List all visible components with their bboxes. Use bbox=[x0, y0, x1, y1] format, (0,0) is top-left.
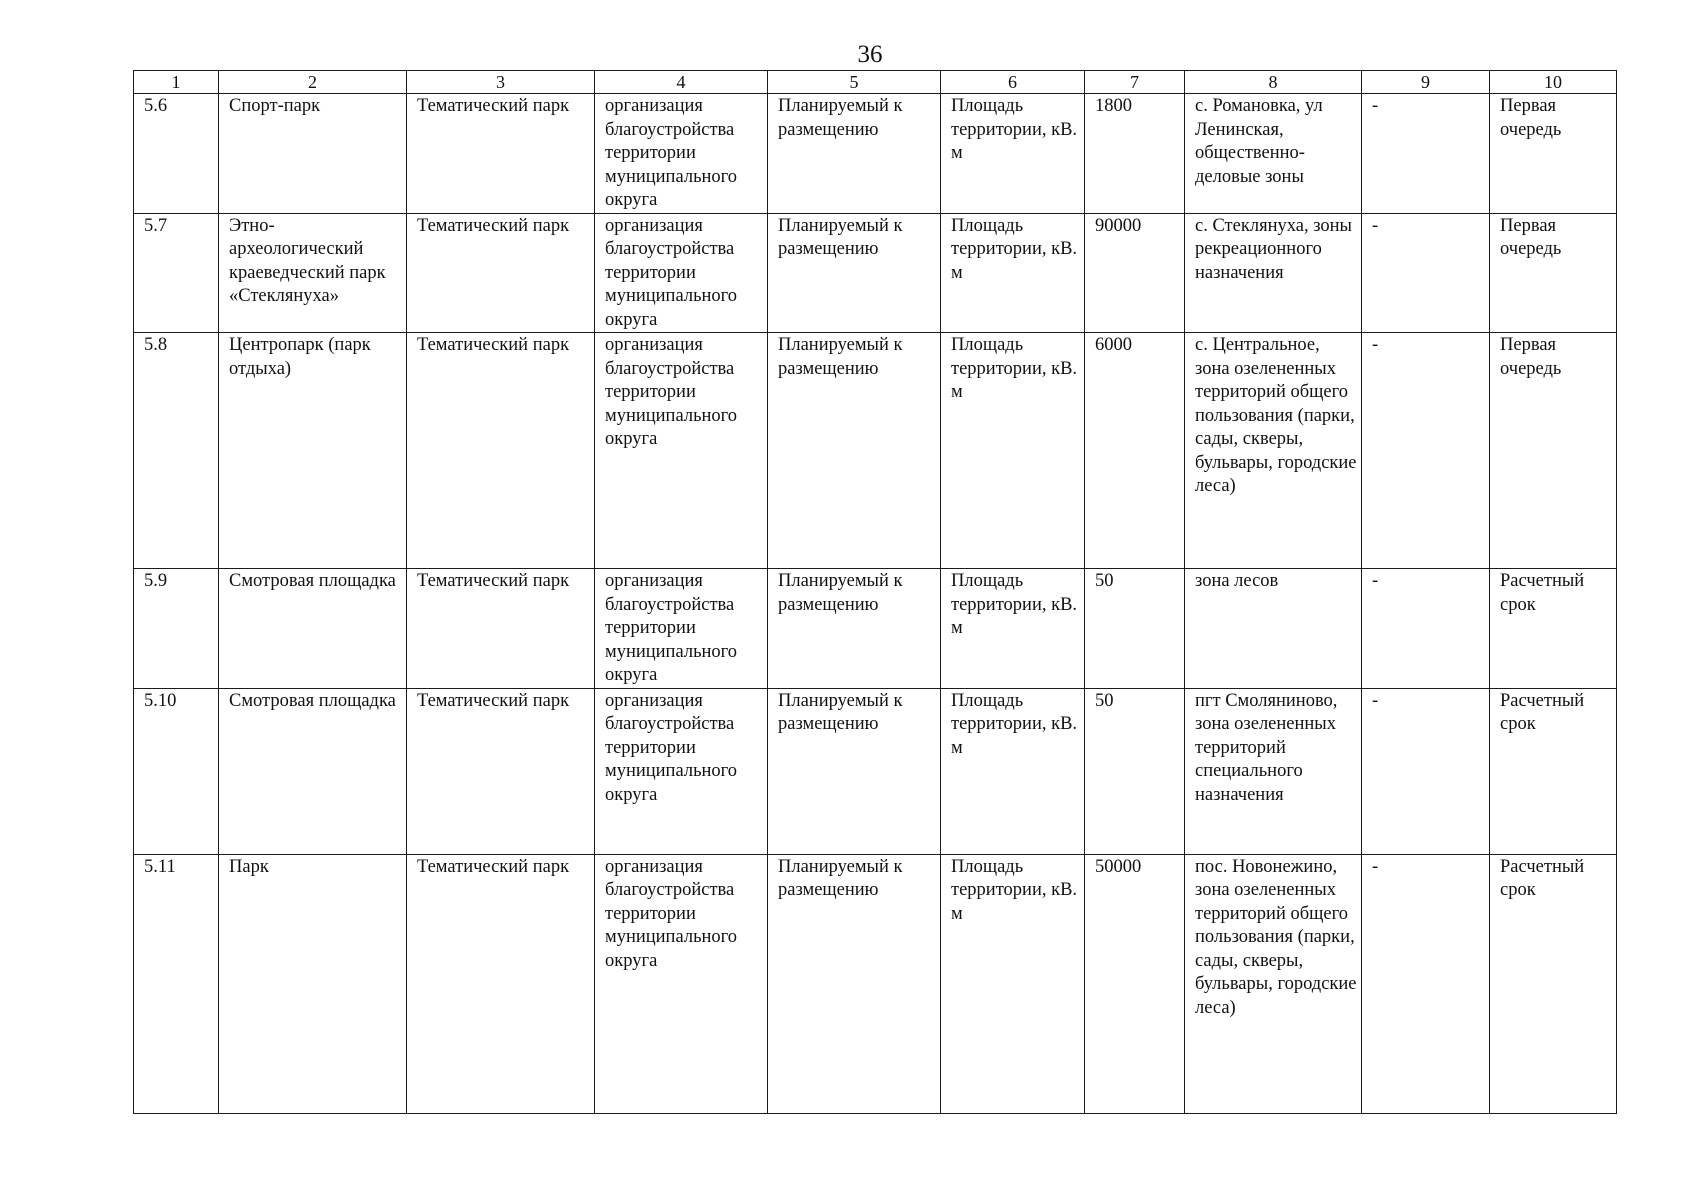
cell-col9: - bbox=[1362, 94, 1490, 214]
column-number: 7 bbox=[1085, 71, 1185, 94]
cell-type: Тематический парк bbox=[407, 333, 595, 569]
cell-name: Спорт-парк bbox=[219, 94, 407, 214]
cell-type: Тематический парк bbox=[407, 94, 595, 214]
column-number: 1 bbox=[134, 71, 219, 94]
cell-value: 1800 bbox=[1085, 94, 1185, 214]
column-number: 5 bbox=[768, 71, 941, 94]
column-number: 4 bbox=[595, 71, 768, 94]
cell-purpose: организация благоустройства территории муниципального округа bbox=[595, 569, 768, 689]
column-number: 3 bbox=[407, 71, 595, 94]
cell-value: 50 bbox=[1085, 569, 1185, 689]
cell-number: 5.10 bbox=[134, 688, 219, 854]
cell-term: Расчетный срок bbox=[1490, 688, 1617, 854]
cell-value: 50 bbox=[1085, 688, 1185, 854]
cell-col9: - bbox=[1362, 333, 1490, 569]
cell-term: Расчетный срок bbox=[1490, 854, 1617, 1113]
column-number: 8 bbox=[1185, 71, 1362, 94]
table-row bbox=[134, 94, 1617, 214]
cell-location: пос. Новонежино, зона озелененных территорий общего пользования (парки, сады, скверы, бульвары, городские леса) bbox=[1185, 854, 1362, 1113]
cell-name: Центропарк (парк отдыха) bbox=[219, 333, 407, 569]
cell-number: 5.11 bbox=[134, 854, 219, 1113]
cell-purpose: организация благоустройства территории муниципального округа bbox=[595, 213, 768, 333]
cell-term: Первая очередь bbox=[1490, 94, 1617, 214]
cell-location: с. Романовка, ул Ленинская, общественно-деловые зоны bbox=[1185, 94, 1362, 214]
column-number: 9 bbox=[1362, 71, 1490, 94]
cell-purpose: организация благоустройства территории муниципального округа bbox=[595, 854, 768, 1113]
planning-table bbox=[133, 70, 1617, 1114]
cell-parameter: Площадь территории, кВ. м bbox=[941, 94, 1085, 214]
table-row bbox=[134, 213, 1617, 333]
cell-parameter: Площадь территории, кВ. м bbox=[941, 688, 1085, 854]
cell-location: с. Центральное, зона озелененных территорий общего пользования (парки, сады, скверы, бульвары, городские леса) bbox=[1185, 333, 1362, 569]
cell-purpose: организация благоустройства территории муниципального округа bbox=[595, 94, 768, 214]
cell-value: 90000 bbox=[1085, 213, 1185, 333]
table-row bbox=[134, 333, 1617, 569]
cell-purpose: организация благоустройства территории муниципального округа bbox=[595, 333, 768, 569]
table-row bbox=[134, 569, 1617, 689]
table-row bbox=[134, 688, 1617, 854]
cell-status: Планируемый к размещению bbox=[768, 213, 941, 333]
cell-number: 5.9 bbox=[134, 569, 219, 689]
cell-col9: - bbox=[1362, 854, 1490, 1113]
cell-name: Этно-археологический краеведческий парк «Стеклянуха» bbox=[219, 213, 407, 333]
cell-status: Планируемый к размещению bbox=[768, 333, 941, 569]
column-number: 10 bbox=[1490, 71, 1617, 94]
cell-location: пгт Смолянинoво, зона озелененных территорий специального назначения bbox=[1185, 688, 1362, 854]
cell-term: Первая очередь bbox=[1490, 333, 1617, 569]
table-row bbox=[134, 854, 1617, 1113]
cell-term: Первая очередь bbox=[1490, 213, 1617, 333]
cell-type: Тематический парк bbox=[407, 569, 595, 689]
cell-location: зона лесов bbox=[1185, 569, 1362, 689]
cell-parameter: Площадь территории, кВ. м bbox=[941, 569, 1085, 689]
cell-type: Тематический парк bbox=[407, 688, 595, 854]
cell-status: Планируемый к размещению bbox=[768, 854, 941, 1113]
column-number: 6 bbox=[941, 71, 1085, 94]
column-number: 2 bbox=[219, 71, 407, 94]
cell-parameter: Площадь территории, кВ. м bbox=[941, 854, 1085, 1113]
cell-location: с. Стеклянуха, зоны рекреационного назначения bbox=[1185, 213, 1362, 333]
cell-name: Смотровая площадка bbox=[219, 569, 407, 689]
page-number: 36 bbox=[857, 41, 883, 68]
cell-number: 5.8 bbox=[134, 333, 219, 569]
cell-status: Планируемый к размещению bbox=[768, 688, 941, 854]
cell-name: Смотровая площадка bbox=[219, 688, 407, 854]
cell-parameter: Площадь территории, кВ. м bbox=[941, 333, 1085, 569]
cell-parameter: Площадь территории, кВ. м bbox=[941, 213, 1085, 333]
cell-name: Парк bbox=[219, 854, 407, 1113]
cell-number: 5.6 bbox=[134, 94, 219, 214]
cell-status: Планируемый к размещению bbox=[768, 569, 941, 689]
cell-term: Расчетный срок bbox=[1490, 569, 1617, 689]
cell-type: Тематический парк bbox=[407, 854, 595, 1113]
cell-col9: - bbox=[1362, 569, 1490, 689]
cell-purpose: организация благоустройства территории муниципального округа bbox=[595, 688, 768, 854]
cell-col9: - bbox=[1362, 213, 1490, 333]
cell-value: 50000 bbox=[1085, 854, 1185, 1113]
cell-type: Тематический парк bbox=[407, 213, 595, 333]
cell-number: 5.7 bbox=[134, 213, 219, 333]
cell-value: 6000 bbox=[1085, 333, 1185, 569]
column-number-row bbox=[134, 71, 1617, 94]
cell-col9: - bbox=[1362, 688, 1490, 854]
cell-status: Планируемый к размещению bbox=[768, 94, 941, 214]
